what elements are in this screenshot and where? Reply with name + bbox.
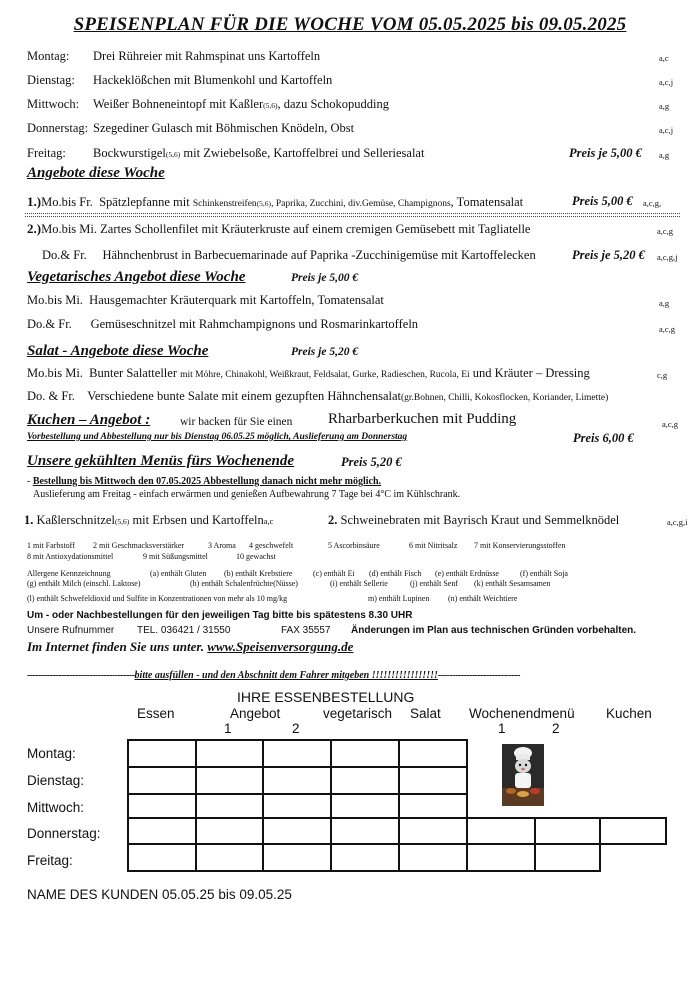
price-label: Preis 5,20 € [341, 455, 402, 469]
order-cell-vegetarisch[interactable] [330, 843, 400, 872]
order-cell-salat[interactable] [398, 766, 468, 795]
offer-line: 1.)Mo.bis Fr. Spätzlepfanne mit Schinkenstreifen(5,6), Paprika, Zucchini, div.Gemüse, Champignons, Tomatensalat [27, 194, 524, 209]
allergen-code: a,c,g, [643, 198, 662, 208]
column-header-salat: Salat [410, 706, 441, 721]
divider [25, 216, 680, 217]
fax-number: FAX 35557 [281, 625, 331, 636]
day-label: Dienstag: [27, 73, 75, 87]
column-header-essen: Essen [137, 706, 175, 721]
dish-text: Drei Rühreier mit Rahmspinat uns Kartoffeln [93, 49, 321, 63]
subheader-angebot-2: 2 [292, 721, 300, 736]
column-header-vegetarisch: vegetarisch [323, 706, 393, 721]
allergen-code: a,g [659, 298, 670, 308]
divider [25, 213, 680, 214]
order-cell-kuchen[interactable] [599, 817, 667, 845]
allergen-code: a,c,g,j [657, 252, 678, 262]
allergen-code: c,g [657, 370, 668, 380]
order-cell-wochenende-1[interactable] [466, 843, 536, 872]
allergen-code: a,c,g,i [667, 517, 688, 527]
order-cell-vegetarisch[interactable] [330, 817, 400, 845]
order-cell-salat[interactable] [398, 817, 468, 845]
order-cell-angebot-1[interactable] [195, 817, 264, 845]
offer-line: Do.& Fr. Gemüseschnitzel mit Rahmchampignons und Rosmarinkartoffeln [27, 317, 419, 331]
offer-line: Do.& Fr. Hähnchenbrust in Barbecuemarinade auf Paprika -Zucchinigemüse mit Kartoffelecken [42, 248, 536, 262]
subheader-wochenende-2: 2 [552, 721, 560, 736]
kuchen-intro: wir backen für Sie einen [180, 416, 293, 428]
website-link[interactable]: www.Speisenversorgung.de [207, 639, 354, 654]
price-label: Preis 6,00 € [573, 431, 634, 445]
order-cell-angebot-2[interactable] [262, 793, 332, 819]
dish-text: Hackeklößchen mit Blumenkohl und Kartoffeln [93, 73, 333, 87]
row-label-day: Freitag: [27, 853, 73, 868]
section-heading-vegetarisch: Vegetarisches Angebot diese Woche [27, 269, 246, 285]
order-cell-angebot-1[interactable] [195, 739, 264, 768]
section-heading-kuchen: Kuchen – Angebot : [27, 412, 151, 428]
offer-line: 2.)Mo.bis Mi. Zartes Schollenfilet mit Kräuterkruste auf einem cremigen Gemüsebett mit Tagliatelle [27, 221, 531, 236]
weekend-menu-2: 2. Schweinebraten mit Bayrisch Kraut und Semmelknödel [328, 513, 620, 527]
order-cell-angebot-1[interactable] [195, 766, 264, 795]
order-cell-essen[interactable] [127, 793, 197, 819]
customer-name-label: NAME DES KUNDEN 05.05.25 bis 09.05.25 [27, 887, 292, 902]
section-heading-angebote: Angebote diese Woche [27, 165, 165, 181]
phone-number: TEL. 036421 / 31550 [137, 625, 231, 636]
allergen-code: a,c,g [662, 419, 679, 429]
changes-note: Änderungen im Plan aus technischen Gründen vorbehalten. [351, 625, 637, 636]
phone-label: Unsere Rufnummer [27, 625, 115, 636]
order-cell-angebot-2[interactable] [262, 766, 332, 795]
order-cell-angebot-2[interactable] [262, 817, 332, 845]
order-title: IHRE ESSENBESTELLUNG [237, 689, 415, 705]
price-label: Preis 5,00 € [572, 194, 633, 208]
order-cell-angebot-2[interactable] [262, 739, 332, 768]
column-header-wochenende: Wochenendmenü [469, 706, 575, 721]
order-cell-wochenende-2[interactable] [534, 817, 601, 845]
order-cell-salat[interactable] [398, 739, 468, 768]
order-cell-angebot-1[interactable] [195, 843, 264, 872]
day-label: Montag: [27, 49, 70, 63]
subheader-wochenende-1: 1 [498, 721, 506, 736]
price-label: Preis je 5,00 € [569, 146, 642, 160]
price-label: Preis je 5,20 € [291, 346, 359, 358]
section-heading-salat: Salat - Angebote diese Woche [27, 343, 209, 359]
row-label-day: Mittwoch: [27, 800, 85, 815]
price-label: Preis je 5,00 € [291, 272, 359, 284]
row-label-day: Donnerstag: [27, 826, 101, 841]
order-cell-angebot-1[interactable] [195, 793, 264, 819]
allergen-code: a,c [659, 53, 669, 63]
cut-line: --------------------------------------bitte ausfüllen - und den Abschnitt dem Fahrer mitgeben !!!!!!!!!!!!!!!!!----------------------------- [27, 670, 520, 681]
day-label: Mittwoch: [27, 97, 80, 111]
offer-line: Do. & Fr. Verschiedene bunte Salate mit einem gezupften Hähnchensalat(gr.Bohnen, Chilli, Kokosflocken, Koriander, Limette) [27, 389, 609, 403]
chef-mascot-icon [502, 744, 544, 806]
order-cell-vegetarisch[interactable] [330, 739, 400, 768]
allergen-code: a,c,g [659, 324, 676, 334]
order-cell-essen[interactable] [127, 739, 197, 768]
delivery-info: Auslieferung am Freitag - einfach erwärmen und genießen Aufbewahrung 7 Tage bei 4°C im Kühlschrank. [33, 489, 461, 500]
allergen-code: a,c,g [657, 226, 674, 236]
day-label: Freitag: [27, 146, 66, 160]
allergen-code: a,c,j [659, 77, 674, 87]
column-header-angebot: Angebot [230, 706, 281, 721]
offer-line: Mo.bis Mi. Hausgemachter Kräuterquark mit Kartoffeln, Tomatensalat [27, 293, 384, 307]
price-label: Preis je 5,20 € [572, 248, 645, 262]
section-heading-wochenende: Unsere gekühlten Menüs fürs Wochenende [27, 453, 294, 469]
order-cell-angebot-2[interactable] [262, 843, 332, 872]
dish-text: Bockwurstigel(5,6) mit Zwiebelsoße, Kartoffelbrei und Selleriesalat [93, 146, 425, 160]
dish-text: Szegediner Gulasch mit Böhmischen Knödeln, Obst [93, 121, 355, 135]
day-label: Donnerstag: [27, 121, 89, 135]
allergen-code: a,g [659, 101, 670, 111]
order-deadline: - Bestellung bis Mittwoch den 07.05.2025 Abbestellung danach nicht mehr möglich. [27, 476, 382, 487]
order-cell-vegetarisch[interactable] [330, 766, 400, 795]
rebooking-info: Um - oder Nachbestellungen für den jeweiligen Tag bitte bis spätestens 8.30 UHR [27, 610, 413, 621]
order-cell-salat[interactable] [398, 843, 468, 872]
order-cell-essen[interactable] [127, 817, 197, 845]
row-label-day: Dienstag: [27, 773, 85, 788]
page-title: SPEISENPLAN FÜR DIE WOCHE VOM 05.05.2025 bis 09.05.2025 [73, 14, 627, 35]
dish-text: Weißer Bohneneintopf mit Kaßler(5,6), dazu Schokopudding [93, 97, 389, 111]
offer-line: Mo.bis Mi. Bunter Salatteller mit Möhre, Chinakohl, Weißkraut, Feldsalat, Gurke, Radieschen, Rucola, Ei und Kräuter – Dressing [27, 366, 590, 380]
column-header-kuchen: Kuchen [606, 706, 652, 721]
order-cell-essen[interactable] [127, 766, 197, 795]
order-cell-essen[interactable] [127, 843, 197, 872]
weekend-menu-1: 1. Kaßlerschnitzel(5,6) mit Erbsen und Kartoffelna,c [24, 513, 274, 527]
allergen-code: a,c,j [659, 125, 674, 135]
order-cell-salat[interactable] [398, 793, 468, 819]
order-cell-wochenende-2[interactable] [534, 843, 601, 872]
website-line: Im Internet finden Sie uns unter. www.Speisenversorgung.de [27, 639, 354, 654]
order-cell-wochenende-1[interactable] [466, 817, 536, 845]
kuchen-name: Rharbarberkuchen mit Pudding [328, 411, 517, 427]
row-label-day: Montag: [27, 746, 76, 761]
subheader-angebot-1: 1 [224, 721, 232, 736]
order-cell-vegetarisch[interactable] [330, 793, 400, 819]
allergen-code: a,g [659, 150, 670, 160]
kuchen-note: Vorbestellung und Abbestellung nur bis Dienstag 06.05.25 möglich, Auslieferung am Donnerstag [27, 432, 408, 442]
